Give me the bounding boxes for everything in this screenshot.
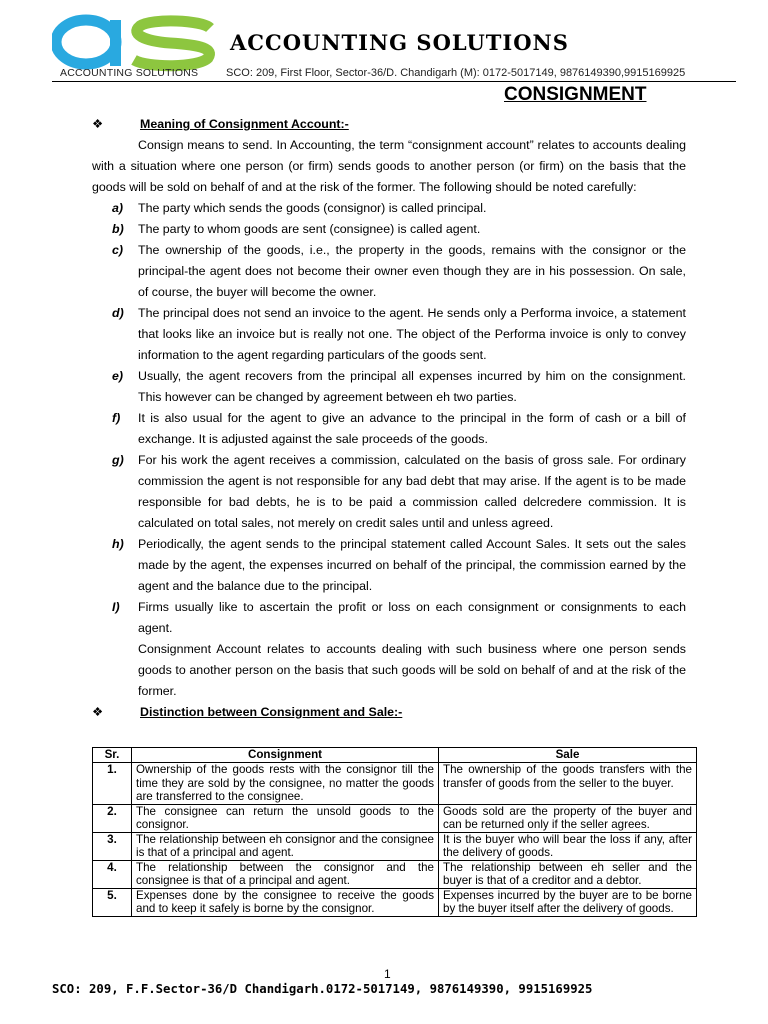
list-marker: e) <box>112 369 124 383</box>
intro-paragraph: Consign means to send. In Accounting, the term “consignment account” relates to accounts dealing with a situation where one person (or firm) sends goods to another person (or firm) on the basis that the goods will be sold on behalf of and at the risk of the former. The following should be noted carefully: <box>92 138 686 194</box>
column-header-sale: Sale <box>439 748 697 763</box>
logo-caption: ACCOUNTING SOLUTIONS <box>60 67 199 79</box>
list-marker: h) <box>112 537 124 551</box>
list-item <box>92 366 686 408</box>
header-divider <box>52 81 736 82</box>
cell-sale: Goods sold are the property of the buyer and can be returned only if the seller agrees. <box>439 804 697 832</box>
section-heading-text: Distinction between Consignment and Sale:- <box>140 705 403 719</box>
table-row <box>93 763 697 805</box>
list-item <box>92 198 686 219</box>
list-item-text: The party to whom goods are sent (consignee) is called agent. <box>138 222 481 236</box>
list-item-text: The principal does not send an invoice to the agent. He sends only a Performa invoice, a statement that looks like an invoice but is really not one. The object of the Performa invoice is only to convey information to the agent regarding particulars of the goods sent. <box>138 306 686 362</box>
distinction-table <box>92 747 697 917</box>
column-header-sr: Sr. <box>93 748 132 763</box>
list-item <box>92 534 686 597</box>
cell-sr: 1. <box>93 763 132 805</box>
section-heading-meaning <box>92 114 686 135</box>
logo-a-stem <box>110 20 121 66</box>
list-marker: d) <box>112 306 124 320</box>
list-marker: a) <box>112 201 124 215</box>
list-item-text: Usually, the agent recovers from the principal all expenses incurred by him on the consignment. This however can be changed by agreement between eh two parties. <box>138 369 686 404</box>
header-address: SCO: 209, First Floor, Sector-36/D. Chandigarh (M): 0172-5017149, 9876149390,9915169925 <box>226 67 686 79</box>
closing-paragraph: Consignment Account relates to accounts dealing with such business where one person sends goods to another person on the basis that such goods will be sold on behalf of and at the risk of the former. <box>138 642 686 698</box>
list-item <box>92 219 686 240</box>
table-row <box>93 804 697 832</box>
list-item-text: It is also usual for the agent to give an advance to the principal in the form of cash or a bill of exchange. It is adjusted against the sale proceeds of the goods. <box>138 411 686 446</box>
list-item-text: Periodically, the agent sends to the principal statement called Account Sales. It sets out the sales made by the agent, the expenses incurred on behalf of the principal, the commission earned by the agent and the balance due to the principal. <box>138 537 686 593</box>
list-item-text: The party which sends the goods (consignor) is called principal. <box>138 201 487 215</box>
table-row <box>93 860 697 888</box>
cell-sale: Expenses incurred by the buyer are to be borne by the buyer itself after the delivery of goods. <box>439 888 697 916</box>
section-heading-distinction <box>92 702 686 723</box>
column-header-consignment: Consignment <box>132 748 439 763</box>
list-item <box>92 597 686 639</box>
cell-sr: 3. <box>93 832 132 860</box>
brand-name: ACCOUNTING SOLUTIONS <box>230 30 569 55</box>
list-item <box>92 303 686 366</box>
list-marker: c) <box>112 243 124 257</box>
cell-sr: 4. <box>93 860 132 888</box>
cell-consignment: The consignee can return the unsold goods to the consignor. <box>132 804 439 832</box>
cell-consignment: The relationship between the consignor and the consignee is that of a principal and agent. <box>132 860 439 888</box>
table-header-row <box>93 748 697 763</box>
cell-consignment: The relationship between eh consignor and the consignee is that of a principal and agent. <box>132 832 439 860</box>
list-item <box>92 240 686 303</box>
logo-s-shape <box>134 21 210 66</box>
cell-sale: It is the buyer who will bear the loss if any, after the delivery of goods. <box>439 832 697 860</box>
page-number: 1 <box>384 967 391 981</box>
logo-a-bowl <box>56 20 116 64</box>
section-heading-text: Meaning of Consignment Account:- <box>140 117 349 131</box>
list-item-text: For his work the agent receives a commission, calculated on the basis of gross sale. For ordinary commission the agent is not responsible for any bad debt that may arise. If the agent is to be made responsible for bad debts, he is to be paid a commission called delcredere commission. It is calculated on total sales, not merely on credit sales until and unless agreed. <box>138 453 686 530</box>
cell-sr: 5. <box>93 888 132 916</box>
list-marker: g) <box>112 453 124 467</box>
list-item-text: The ownership of the goods, i.e., the property in the goods, remains with the consignor or the principal-the agent does not become their owner even though they are in his possession. On sale, of course, the buyer will become the owner. <box>138 243 686 299</box>
points-list <box>92 198 686 639</box>
cell-consignment: Ownership of the goods rests with the consignor till the time they are sold by the consignee, no matter the goods are transferred to the consignee. <box>132 763 439 805</box>
list-marker: I) <box>112 600 120 614</box>
document-body <box>92 114 686 723</box>
list-item-text: Firms usually like to ascertain the profit or loss on each consignment or consignments to each agent. <box>138 600 686 635</box>
page-title: CONSIGNMENT <box>504 84 647 105</box>
cell-sale: The relationship between eh seller and the buyer is that of a creditor and a debtor. <box>439 860 697 888</box>
cell-sr: 2. <box>93 804 132 832</box>
list-item <box>92 450 686 534</box>
list-marker: b) <box>112 222 124 236</box>
cell-consignment: Expenses done by the consignee to receive the goods and to keep it safely is borne by the consignor. <box>132 888 439 916</box>
diamond-bullet-icon: ❖ <box>92 117 104 131</box>
list-marker: f) <box>112 411 121 425</box>
list-item <box>92 408 686 450</box>
cell-sale: The ownership of the goods transfers with the transfer of goods from the seller to the buyer. <box>439 763 697 805</box>
footer-address: SCO: 209, F.F.Sector-36/D Chandigarh.0172-5017149, 9876149390, 9915169925 <box>52 982 593 996</box>
table-row <box>93 888 697 916</box>
table-row <box>93 832 697 860</box>
diamond-bullet-icon: ❖ <box>92 705 104 719</box>
